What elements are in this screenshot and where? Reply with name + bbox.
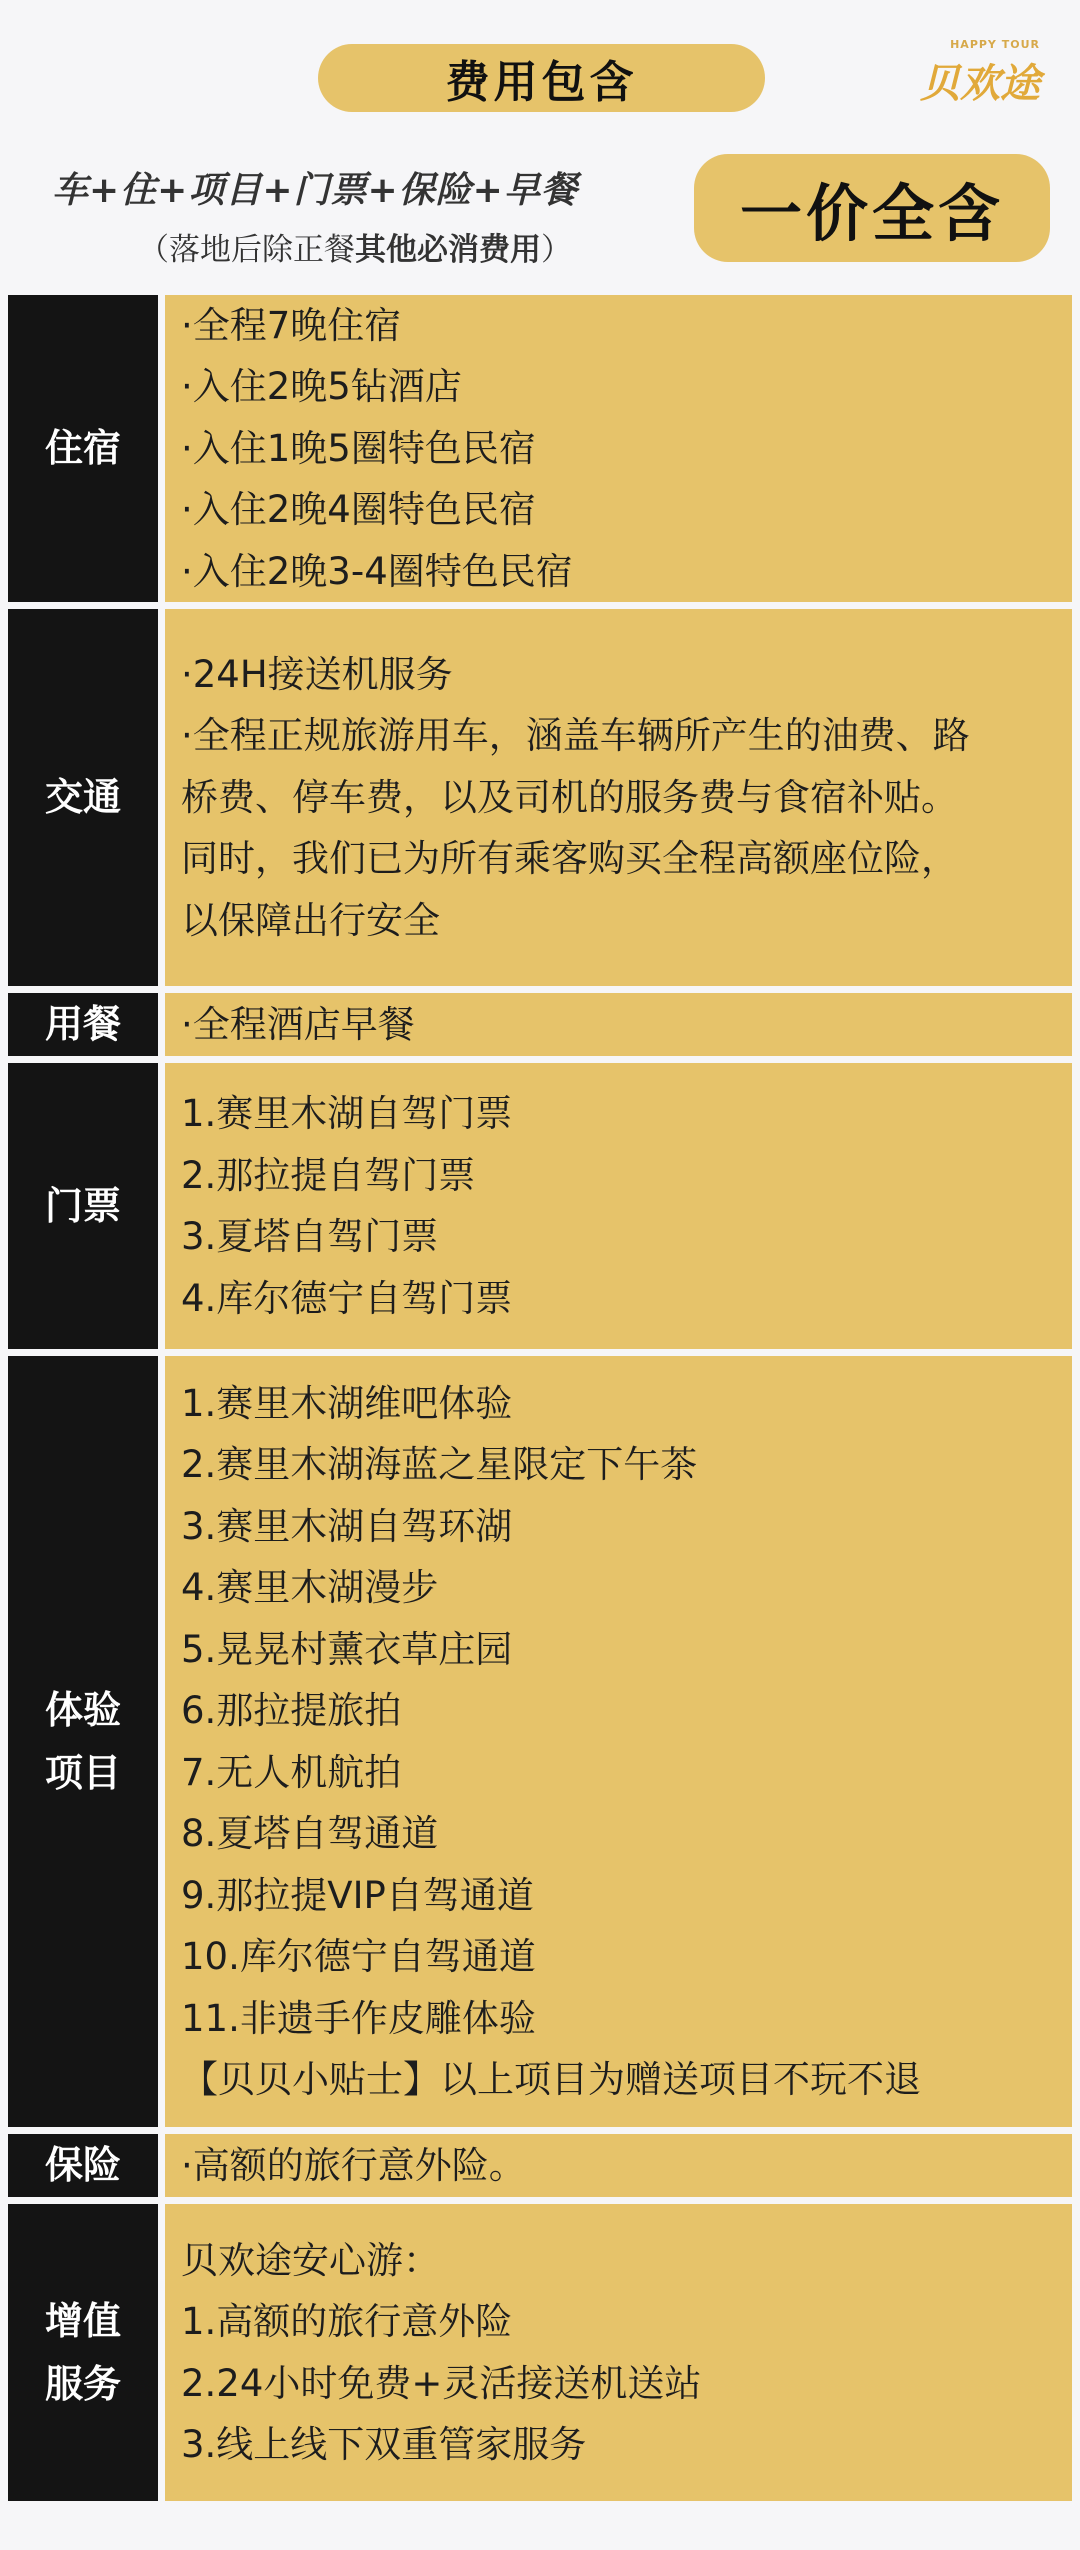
page-title: 费用包含 — [318, 44, 765, 112]
section-row-tickets — [8, 1063, 1072, 1349]
section-content — [165, 295, 1072, 602]
list-item: 7.无人机航拍 — [181, 1750, 402, 1794]
list-item: 3.线上线下双重管家服务 — [181, 2423, 587, 2466]
section-row-meals — [8, 993, 1072, 1056]
list-item: 同时，我们已为所有乘客购买全程高额座位险， — [181, 837, 958, 881]
list-item: ·24H接送机服务 — [181, 652, 453, 696]
list-item: ·入住2晚5钻酒店 — [181, 365, 462, 409]
section-row-accommodation — [8, 295, 1072, 602]
list-item: 3.赛里木湖自驾环湖 — [181, 1504, 513, 1548]
section-row-insurance — [8, 2134, 1072, 2197]
category-label: 用餐 — [8, 993, 158, 1056]
section-content — [165, 1356, 1072, 2127]
list-item: 1.赛里木湖维吧体验 — [181, 1381, 513, 1425]
list-item: ·入住2晚3-4圈特色民宿 — [181, 549, 573, 593]
section-content — [165, 609, 1072, 986]
list-item: 3.夏塔自驾门票 — [181, 1215, 439, 1258]
list-item: ·全程7晚住宿 — [181, 303, 402, 347]
section-content — [165, 993, 1072, 1056]
category-label-line: 增值 — [44, 2298, 121, 2343]
list-item: 5.晃晃村薰衣草庄园 — [181, 1627, 513, 1671]
category-label-line: 体验 — [44, 1687, 121, 1732]
list-item: 4.库尔德宁自驾门票 — [181, 1276, 513, 1320]
list-item: ·入住2晚4圈特色民宿 — [181, 488, 536, 532]
category-label: 保险 — [8, 2134, 158, 2197]
category-label — [8, 1356, 158, 2127]
list-item: 2.那拉提自驾门票 — [181, 1153, 476, 1197]
category-label: 交通 — [8, 609, 158, 986]
list-item: 贝欢途安心游： — [181, 2238, 440, 2282]
fee-table — [8, 295, 1072, 2508]
section-content — [165, 2134, 1072, 2197]
list-item: 9.那拉提VIP自驾通道 — [181, 1873, 534, 1917]
logo-tagline: HAPPY TOUR — [950, 38, 1040, 51]
list-item: 2.赛里木湖海蓝之星限定下午茶 — [181, 1443, 698, 1486]
list-item: 6.那拉提旅拍 — [181, 1689, 402, 1732]
price-badge: 一价全含 — [694, 154, 1050, 262]
note-bold: 其他必消费用 — [355, 232, 541, 268]
list-item: ·高额的旅行意外险。 — [181, 2143, 526, 2187]
section-row-experiences — [8, 1356, 1072, 2127]
includes-summary: 车+住+项目+门票+保险+早餐 — [52, 170, 578, 211]
section-row-transport — [8, 609, 1072, 986]
list-item: 10.库尔德宁自驾通道 — [181, 1935, 536, 1978]
category-label: 门票 — [8, 1063, 158, 1349]
category-label — [8, 2204, 158, 2501]
list-item: 桥费、停车费，以及司机的服务费与食宿补贴。 — [181, 775, 958, 819]
brand-logo — [900, 30, 1040, 120]
note-suffix: ） — [541, 232, 572, 268]
list-item: 2.24小时免费+灵活接送机送站 — [181, 2361, 702, 2405]
list-item: ·全程酒店早餐 — [181, 1002, 415, 1046]
includes-note — [138, 224, 572, 269]
section-row-value-added — [8, 2204, 1072, 2501]
category-label-line: 服务 — [44, 2361, 121, 2406]
list-item: ·全程正规旅游用车，涵盖车辆所产生的油费、路 — [181, 714, 970, 758]
logo-wordmark: 贝欢途 — [920, 61, 1040, 107]
header — [0, 0, 1080, 295]
section-content — [165, 2204, 1072, 2501]
list-item: 以保障出行安全 — [181, 898, 440, 942]
section-content — [165, 1063, 1072, 1349]
list-item: 【贝贝小贴士】以上项目为赠送项目不玩不退 — [181, 2058, 921, 2101]
category-label: 住宿 — [8, 295, 158, 602]
category-label-line: 项目 — [44, 1750, 121, 1795]
list-item: 4.赛里木湖漫步 — [181, 1566, 439, 1609]
list-item: 1.赛里木湖自驾门票 — [181, 1092, 513, 1135]
note-prefix: （落地后除正餐 — [138, 232, 355, 268]
list-item: ·入住1晚5圈特色民宿 — [181, 426, 536, 470]
list-item: 11.非遗手作皮雕体验 — [181, 1996, 536, 2040]
list-item: 8.夏塔自驾通道 — [181, 1812, 439, 1855]
list-item: 1.高额的旅行意外险 — [181, 2300, 513, 2343]
